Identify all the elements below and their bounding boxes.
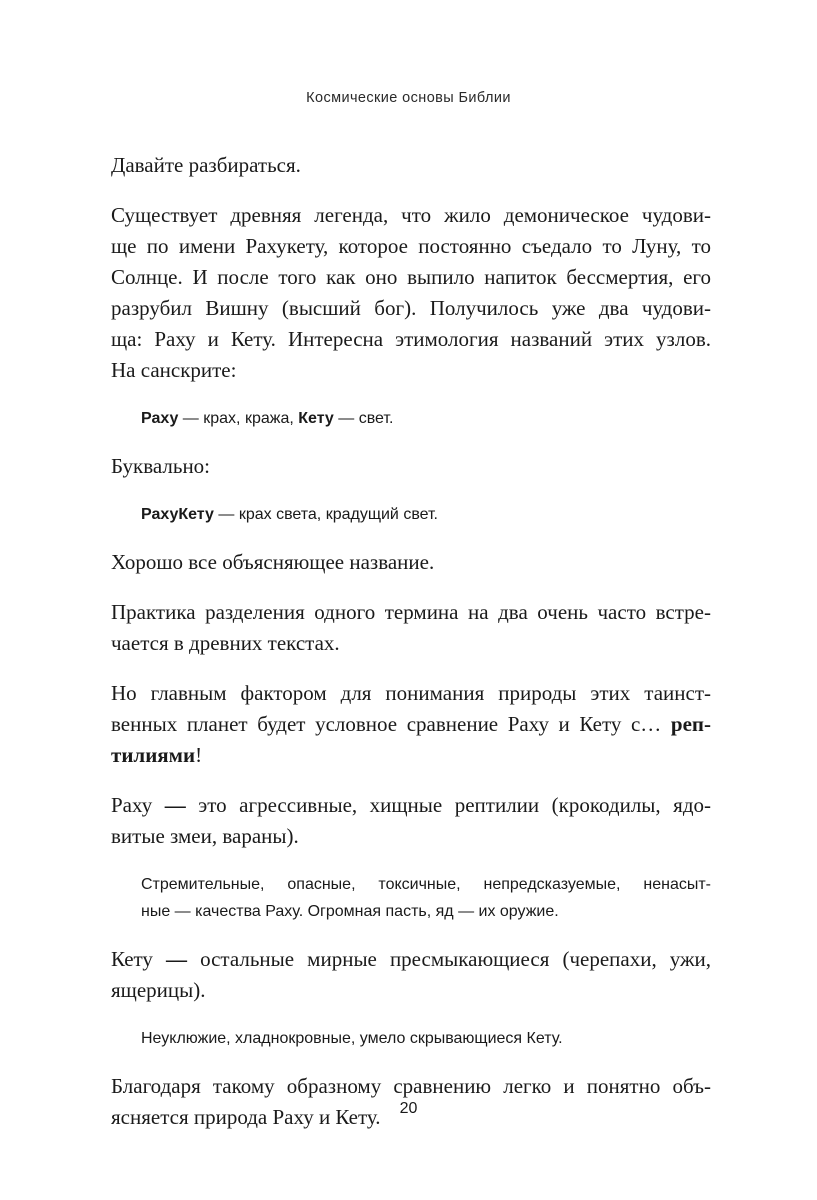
paragraph-line [111,709,711,740]
paragraph-line [111,790,711,821]
paragraph-practice [111,597,711,659]
paragraph-line: чается в древних текстах. [111,631,340,655]
quote-line [141,405,711,432]
rahu-qualities-quote [141,871,711,925]
bold-dash: — [166,947,188,971]
paragraph-line: ящерицы). [111,978,206,1002]
paragraph-text: Кету [111,947,167,971]
paragraph-line: ща: Раху и Кету. Интересна этимология названий этих узлов. [111,327,711,351]
paragraph-line: ясняется природа Раху и Кету. [111,1105,381,1129]
paragraph-line: Существует древняя легенда, что жило демоническое чудови- [111,203,711,227]
paragraph-line: Солнце. И после того как оно выпило напиток бессмертия, его [111,265,711,289]
paragraph-line: разрубил Вишну (высший бог). Получилось уже два чудови- [111,296,711,320]
sanskrit-definition-quote [141,405,711,432]
paragraph-text: венных планет будет условное сравнение Раху и Кету с… [111,712,671,736]
paragraph-line [111,740,711,771]
paragraph-text: остальные мирные пресмыкающиеся (черепахи, ужи, [187,947,711,971]
literal-meaning-quote [141,501,711,528]
quote-line [141,501,711,528]
quote-line: Неуклюжие, хладнокровные, умело скрывающиеся Кету. [141,1030,563,1047]
definition-text: — крах света, крадущий свет. [213,506,438,523]
paragraph-line: Но главным фактором для понимания природы этих таинст- [111,681,711,705]
page-body [111,150,711,1152]
paragraph-text: Раху [111,793,165,817]
paragraph-good-name [111,547,711,578]
paragraph-intro [111,150,711,181]
paragraph-line: витые змеи, вараны). [111,824,299,848]
paragraph-main-factor [111,678,711,771]
paragraph-line: Буквально: [111,454,211,478]
ketu-qualities-quote [141,1025,711,1052]
term-ketu: Кету [298,410,334,427]
paragraph-line: Благодаря такому образному сравнению легко и понятно объ- [111,1074,711,1098]
paragraph-ketu [111,944,711,1006]
paragraph-line: На санскрите: [111,358,237,382]
paragraph-line: Практика разделения одного термина на два очень часто встре- [111,600,711,624]
definition-text: — свет. [333,410,394,427]
running-header-title: Космические основы Библии [306,90,511,106]
paragraph-line: ще по имени Рахукету, которое постоянно съедало то Луну, то [111,234,711,258]
quote-line: Стремительные, опасные, токсичные, непредсказуемые, ненасыт- [141,876,711,893]
paragraph-legend [111,200,711,386]
emphasis-reptiles: реп- [670,712,711,736]
emphasis-reptiles: тилиями [111,743,196,767]
bold-dash: — [164,793,186,817]
term-rahu: Раху [141,410,179,427]
paragraph-text: это агрессивные, хищные рептилии (крокодилы, ядо- [185,793,711,817]
paragraph-literally [111,451,711,482]
paragraph-line [111,944,711,975]
definition-text: — крах, кража, [178,410,299,427]
paragraph-text: ! [195,743,203,767]
paragraph-rahu [111,790,711,852]
paragraph-line: Давайте разбираться. [111,153,301,177]
paragraph-line: Хорошо все объясняющее название. [111,550,435,574]
term-rahuketu: РахуКету [141,506,214,523]
quote-line: ные — качества Раху. Огромная пасть, яд — их оружие. [141,903,559,920]
page-number: 20 [399,1100,418,1117]
